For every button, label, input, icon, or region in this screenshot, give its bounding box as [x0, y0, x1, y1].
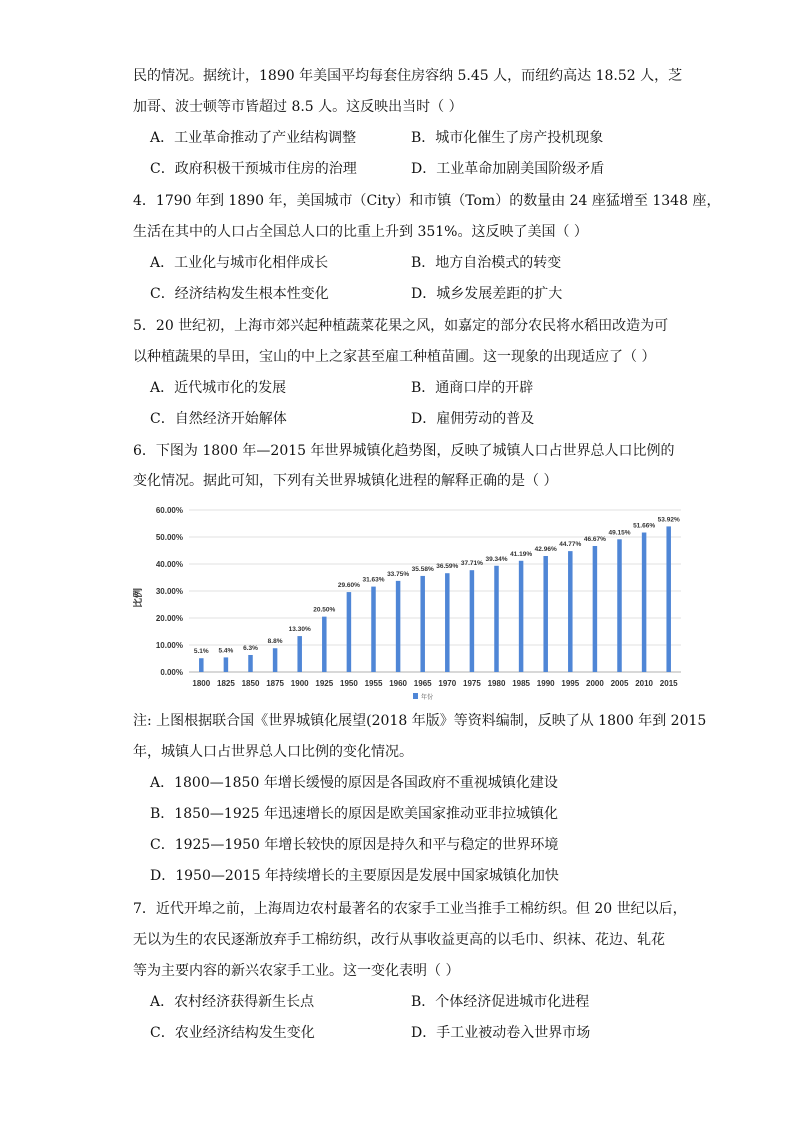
chart-data-label: 13.30%	[288, 626, 311, 634]
chart-bar	[420, 576, 425, 672]
chart-data-label: 8.8%	[267, 638, 283, 646]
chart-bar	[199, 658, 204, 672]
q3-option-b: B．城市化催生了房产投机现象	[411, 130, 604, 146]
chart-data-label: 35.58%	[411, 565, 434, 573]
chart-x-tick-label: 2005	[610, 679, 629, 688]
chart-bar	[470, 570, 475, 672]
chart-y-tick-label: 30.00%	[155, 587, 183, 596]
chart-data-label: 36.59%	[436, 563, 459, 571]
chart-bar	[273, 648, 278, 672]
q6-note-line-1: 注: 上图根据联合国《世界城镇化展望(2018 年版》等资料编制，反映了从 1800 年到 2015	[133, 713, 707, 729]
chart-bar	[396, 581, 401, 672]
chart-bar	[593, 546, 598, 672]
chart-x-tick-label: 2015	[659, 679, 678, 688]
chart-bar	[543, 556, 548, 672]
q6-line-2: 变化情况。据此可知，下列有关世界城镇化进程的解释正确的是（ ）	[133, 473, 558, 489]
q3-line-2: 加哥、波士顿等市皆超过 8.5 人。这反映出当时（ ）	[133, 99, 463, 115]
q5-option-a: A．近代城市化的发展	[150, 380, 287, 396]
chart-x-tick-label: 1995	[561, 679, 580, 688]
urbanization-chart	[133, 500, 693, 705]
chart-data-label: 51.66%	[633, 522, 656, 530]
q3-option-a: A．工业革命推动了产业结构调整	[150, 130, 357, 146]
q7-option-b: B．个体经济促进城市化进程	[411, 994, 590, 1010]
chart-data-label: 53.92%	[657, 516, 680, 524]
q5-line-2: 以种植蔬果的旱田，宝山的中上之家甚至雇工种植苗圃。这一现象的出现适应了（ ）	[133, 349, 656, 365]
chart-y-ticks	[156, 506, 183, 677]
chart-bar	[568, 551, 573, 672]
chart-y-tick-label: 20.00%	[155, 614, 183, 623]
q3-option-d: D．工业革命加剧美国阶级矛盾	[411, 161, 605, 177]
chart-x-tick-label: 2000	[586, 679, 604, 688]
q3-line-1: 民的情况。据统计，1890 年美国平均每套住房容纳 5.45 人，而纽约高达 18.52 人，芝	[133, 68, 683, 84]
chart-data-label: 41.19%	[510, 550, 533, 558]
chart-x-tick-label: 2010	[635, 679, 653, 688]
chart-data-label: 37.71%	[460, 560, 483, 568]
q6-note-line-2: 年，城镇人口占世界总人口比例的变化情况。	[133, 744, 413, 760]
chart-grid	[189, 510, 681, 672]
chart-y-tick-label: 40.00%	[155, 560, 183, 569]
chart-x-tick-label: 1980	[487, 679, 506, 688]
chart-legend-swatch	[413, 693, 418, 699]
chart-data-label: 46.67%	[583, 535, 606, 543]
chart-x-tick-label: 1955	[364, 679, 383, 688]
chart-data-label: 31.63%	[362, 576, 385, 584]
q6-option-d: D．1950—2015 年持续增长的主要原因是发展中国家城镇化加快	[150, 868, 559, 884]
chart-y-tick-label: 60.00%	[155, 506, 183, 515]
chart-data-label: 20.50%	[313, 606, 336, 614]
chart-bar	[248, 655, 253, 672]
chart-bar	[371, 587, 376, 672]
q5-option-b: B．通商口岸的开辟	[411, 380, 534, 396]
q3-option-c: C．政府积极干预城市住房的治理	[150, 161, 357, 177]
q6-line-1: 6．下图为 1800 年—2015 年世界城镇化趋势图，反映了城镇人口占世界总人口比例的	[133, 443, 675, 459]
chart-x-tick-label: 1825	[217, 679, 235, 688]
chart-x-ticks	[192, 679, 678, 688]
chart-data-label: 39.34%	[485, 555, 508, 563]
chart-bar	[322, 617, 327, 672]
q4-line-2: 生活在其中的人口占全国总人口的比重上升到 351%。这反映了美国（ ）	[133, 224, 588, 240]
chart-bar	[494, 566, 499, 672]
chart-x-tick-label: 1875	[266, 679, 284, 688]
chart-data-label: 5.1%	[193, 648, 209, 656]
chart-y-tick-label: 0.00%	[160, 668, 183, 677]
chart-data-label: 49.15%	[608, 529, 631, 537]
chart-bar	[347, 592, 352, 672]
chart-x-tick-label: 1960	[389, 679, 407, 688]
chart-data-label: 6.3%	[243, 644, 258, 652]
q7-line-1: 7．近代开埠之前，上海周边农村最著名的农家手工业当推手工棉纺织。但 20 世纪以后，	[133, 901, 687, 917]
q4-option-b: B．地方自治模式的转变	[411, 255, 562, 271]
q7-option-a: A．农村经济获得新生长点	[150, 994, 315, 1010]
q7-option-c: C．农业经济结构发生变化	[150, 1025, 315, 1041]
chart-bar	[666, 526, 671, 672]
chart-data-label: 44.77%	[559, 541, 582, 549]
q4-option-a: A．工业化与城市化相伴成长	[150, 255, 329, 271]
q6-option-c: C．1925—1950 年增长较快的原因是持久和平与稳定的世界环境	[150, 837, 559, 853]
q4-line-1: 4．1790 年到 1890 年，美国城市（City）和市镇（Tom）的数量由 24 座猛增至 1348 座，	[133, 193, 721, 209]
chart-x-tick-label: 1965	[413, 679, 432, 688]
chart-bar	[642, 533, 647, 672]
chart-y-tick-label: 50.00%	[155, 533, 183, 542]
q4-option-c: C．经济结构发生根本性变化	[150, 286, 329, 302]
chart-x-tick-label: 1800	[192, 679, 211, 688]
chart-data-label: 29.60%	[337, 582, 360, 590]
chart-x-tick-label: 1985	[512, 679, 530, 688]
q7-line-2: 无以为生的农民逐渐放弃手工棉纺织，改行从事收益更高的以毛巾、织袜、花边、轧花	[133, 932, 665, 948]
chart-x-tick-label: 1970	[438, 679, 457, 688]
chart-bar	[445, 573, 450, 672]
chart-data-label: 33.75%	[387, 570, 410, 578]
chart-bar	[519, 561, 524, 672]
q6-option-a: A．1800—1850 年增长缓慢的原因是各国政府不重视城镇化建设	[150, 775, 558, 791]
chart-data-label: 42.96%	[534, 546, 557, 554]
chart-y-axis-label: 比例	[133, 588, 144, 608]
chart-y-tick-label: 10.00%	[155, 641, 183, 650]
chart-bars	[199, 526, 671, 672]
q7-line-3: 等为主要内容的新兴农家手工业。这一变化表明（ ）	[133, 963, 460, 979]
chart-bar	[617, 539, 622, 672]
chart-x-tick-label: 1950	[340, 679, 358, 688]
q4-option-d: D．城乡发展差距的扩大	[411, 286, 563, 302]
chart-bar	[297, 636, 302, 672]
chart-x-tick-label: 1975	[463, 679, 481, 688]
q6-option-b: B．1850—1925 年迅速增长的原因是欧美国家推动亚非拉城镇化	[150, 806, 558, 822]
q5-line-1: 5．20 世纪初，上海市郊兴起种植蔬菜花果之风，如嘉定的部分农民将水稻田改造为可	[133, 318, 669, 334]
q7-option-d: D．手工业被动卷入世界市场	[411, 1025, 591, 1041]
q5-option-c: C．自然经济开始解体	[150, 411, 287, 427]
chart-x-tick-label: 1990	[536, 679, 555, 688]
q5-option-d: D．雇佣劳动的普及	[411, 411, 535, 427]
chart-data-label: 5.4%	[218, 647, 234, 655]
chart-x-tick-label: 1900	[290, 679, 309, 688]
chart-legend-label: 年份	[421, 695, 434, 701]
chart-x-tick-label: 1850	[241, 679, 260, 688]
chart-x-tick-label: 1925	[315, 679, 334, 688]
chart-bar	[224, 657, 229, 672]
